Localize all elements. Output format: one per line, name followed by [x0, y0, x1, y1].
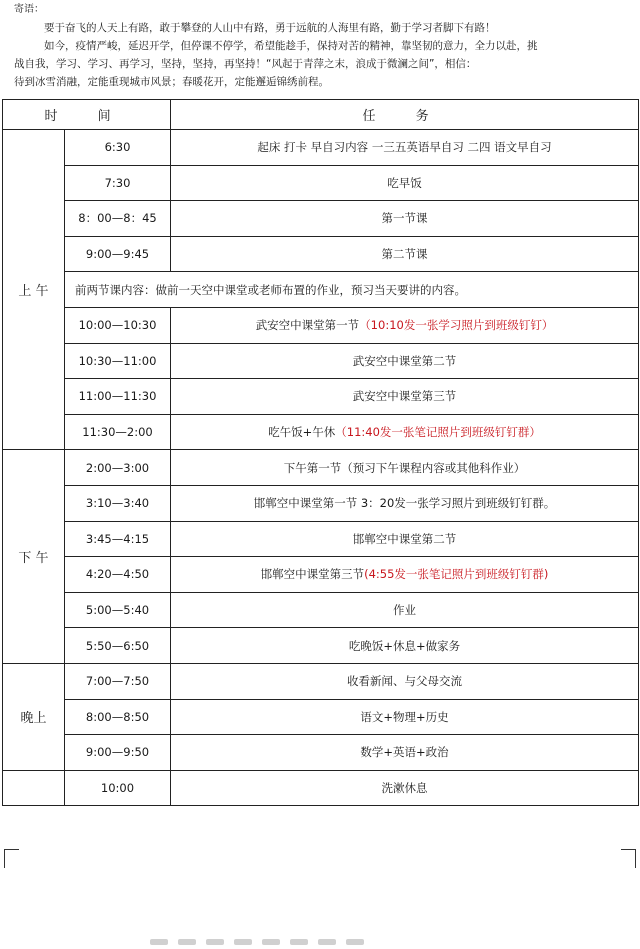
task-cell: 邯郸空中课堂第一节 3：20发一张学习照片到班级钉钉群。 — [171, 485, 639, 521]
task-red-note: （10:10发一张学习照片到班级钉钉） — [359, 318, 554, 333]
table-row — [3, 414, 639, 450]
task-cell: 武安空中课堂第三节 — [171, 379, 639, 415]
time-cell: 6:30 — [65, 130, 171, 166]
time-cell: 11:00—11:30 — [65, 379, 171, 415]
table-row — [3, 557, 639, 593]
task-red-note: （11:40发一张笔记照片到班级钉钉群） — [335, 425, 541, 440]
time-cell: 7:00—7:50 — [65, 663, 171, 699]
table-row — [3, 770, 639, 806]
time-cell: 5:00—5:40 — [65, 592, 171, 628]
table-row — [3, 735, 639, 771]
time-cell: 10:30—11:00 — [65, 343, 171, 379]
task-cell — [171, 557, 639, 593]
task-cell: 洗漱休息 — [171, 770, 639, 806]
task-cell: 武安空中课堂第二节 — [171, 343, 639, 379]
preface-line: 要于奋飞的人天上有路，敢于攀登的人山中有路，勇于远航的人海里有路，勤于学习者脚下有路！ — [44, 22, 496, 34]
header-time: 时 间 — [3, 100, 171, 130]
task-cell: 吃早饭 — [171, 165, 639, 201]
cut-off-text-fragment — [150, 930, 490, 946]
preface-label: 寄语： — [14, 4, 44, 15]
task-cell: 第一节课 — [171, 201, 639, 237]
preface-line: 待到冰雪消融，定能重现城市风景；春暖花开，定能邂逅锦绣前程。 — [14, 76, 329, 88]
time-cell: 5:50—6:50 — [65, 628, 171, 664]
task-cell — [171, 414, 639, 450]
table-row — [3, 165, 639, 201]
period-afternoon: 下 午 — [3, 450, 65, 664]
table-row — [3, 485, 639, 521]
page-corner-mark-right — [621, 849, 636, 868]
table-row — [3, 521, 639, 557]
time-cell: 8：00—8：45 — [65, 201, 171, 237]
task-text: 武安空中课堂第一节 — [255, 318, 360, 333]
table-header-row — [3, 100, 639, 130]
table-row — [3, 343, 639, 379]
period-morning: 上 午 — [3, 130, 65, 450]
task-text: 邯郸空中课堂第三节 — [260, 567, 365, 582]
table-row — [3, 307, 639, 343]
note-cell: 前两节课内容：做前一天空中课堂或老师布置的作业，预习当天要讲的内容。 — [65, 272, 639, 308]
period-evening: 晚上 — [3, 663, 65, 770]
table-row — [3, 628, 639, 664]
task-cell: 第二节课 — [171, 236, 639, 272]
task-cell: 作业 — [171, 592, 639, 628]
table-row — [3, 236, 639, 272]
time-cell: 9:00—9:45 — [65, 236, 171, 272]
time-cell: 4:20—4:50 — [65, 557, 171, 593]
preface-line: 战自我，学习、学习、再学习，坚持，坚持，再坚持！“风起于青萍之末，浪成于微澜之间”，相信： — [14, 58, 477, 70]
time-cell: 8:00—8:50 — [65, 699, 171, 735]
task-red-note: (4:55发一张笔记照片到班级钉钉群) — [364, 567, 549, 582]
header-task: 任 务 — [171, 100, 639, 130]
task-cell: 下午第一节（预习下午课程内容或其他科作业） — [171, 450, 639, 486]
task-cell: 吃晚饭+休息+做家务 — [171, 628, 639, 664]
table-row — [3, 201, 639, 237]
period-blank — [3, 770, 65, 806]
table-row — [3, 699, 639, 735]
time-cell: 3:10—3:40 — [65, 485, 171, 521]
time-cell: 10:00—10:30 — [65, 307, 171, 343]
task-cell: 数学+英语+政治 — [171, 735, 639, 771]
task-cell: 语文+物理+历史 — [171, 699, 639, 735]
page-corner-mark-left — [4, 849, 19, 868]
task-cell — [171, 307, 639, 343]
time-cell: 2:00—3:00 — [65, 450, 171, 486]
table-row — [3, 272, 639, 308]
task-text: 吃午饭+午休 — [268, 425, 336, 440]
table-row — [3, 663, 639, 699]
table-row — [3, 450, 639, 486]
table-row — [3, 379, 639, 415]
time-cell: 3:45—4:15 — [65, 521, 171, 557]
time-cell: 10:00 — [65, 770, 171, 806]
preface-line: 如今，疫情严峻，延迟开学，但停课不停学，希望能趁手，保持对苦的精神，靠坚韧的意力，全力以赴，挑 — [44, 40, 538, 52]
time-cell: 11:30—2:00 — [65, 414, 171, 450]
table-row — [3, 592, 639, 628]
table-row — [3, 130, 639, 166]
task-cell: 收看新闻、与父母交流 — [171, 663, 639, 699]
time-cell: 7:30 — [65, 165, 171, 201]
task-cell: 邯郸空中课堂第二节 — [171, 521, 639, 557]
preface-message — [14, 0, 626, 91]
task-cell: 起床 打卡 早自习内容 一三五英语早自习 二四 语文早自习 — [171, 130, 639, 166]
schedule-table — [2, 99, 639, 806]
time-cell: 9:00—9:50 — [65, 735, 171, 771]
